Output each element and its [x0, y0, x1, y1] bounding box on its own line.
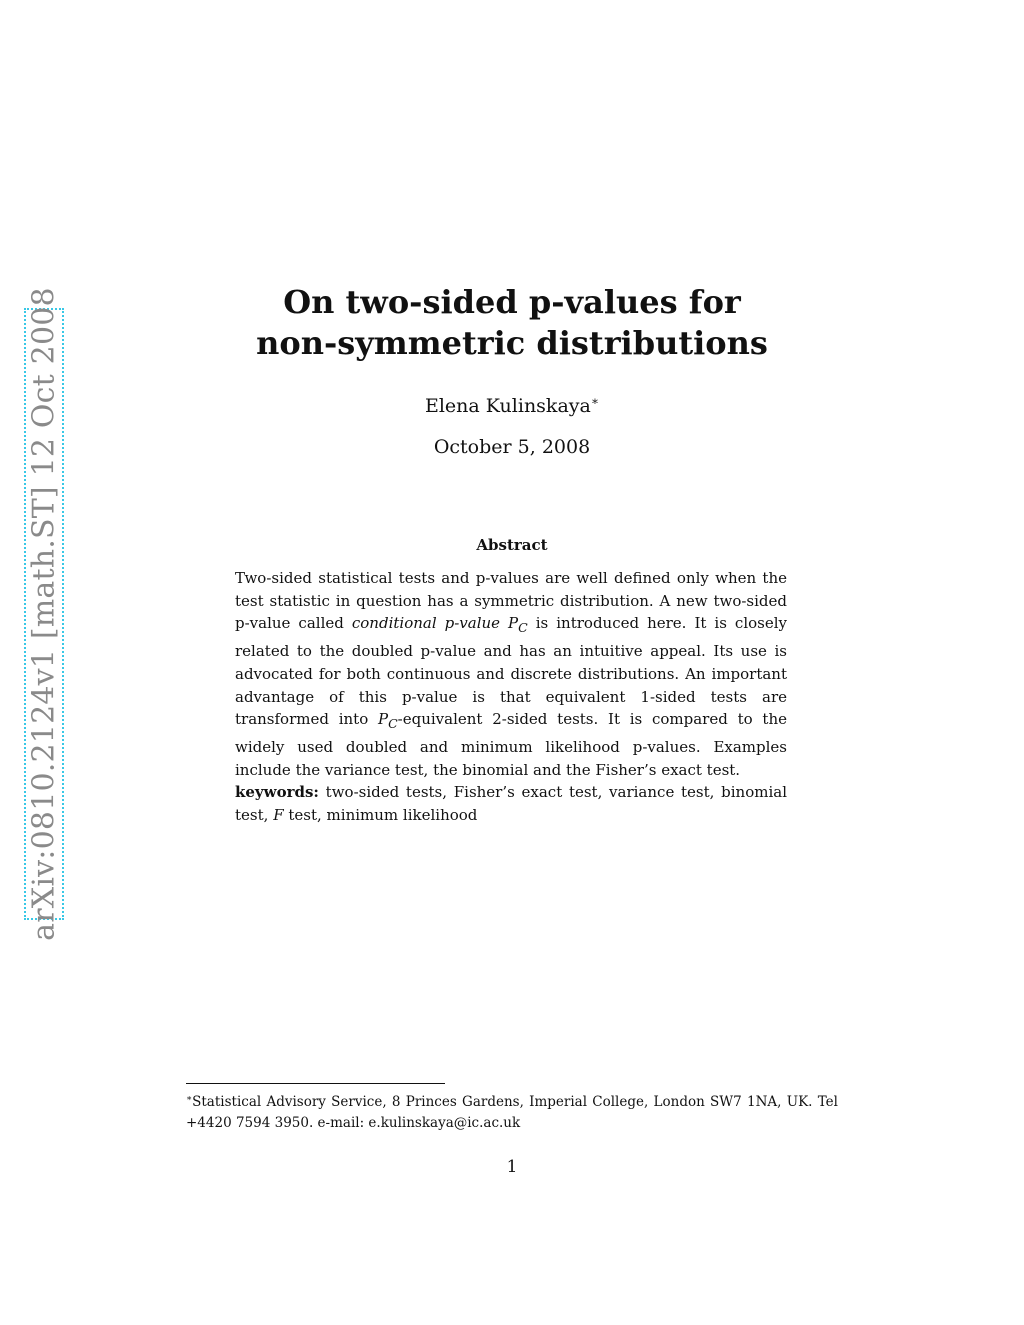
keywords-label: keywords:	[235, 783, 319, 802]
keywords-text-2: test, minimum likelihood	[288, 806, 478, 825]
author	[0, 394, 1024, 417]
abstract-text-2: is introduced here. It is closely related to the doubled p-value and has an intuitive appeal. Its use is advocated for both continuous and discrete distributions. An important advantage of this p-value is that equivalent 1-sided tests are transformed into	[235, 614, 787, 729]
abstract-term-pc-2: $P_C$	[378, 710, 398, 732]
author-footnote-mark: ∗	[590, 394, 599, 408]
abstract-text-1: Two-sided statistical tests and p-values are well defined only when the test statistic in question has a symmetric distribution. A new two-sided p-value called	[235, 569, 787, 633]
abstract-term-pc: conditional p-value $P_C$	[351, 614, 528, 636]
date: October 5, 2008	[433, 436, 591, 458]
page-number: 1	[506, 1157, 518, 1177]
abstract-body	[235, 567, 787, 827]
footnote	[186, 1089, 838, 1134]
abstract-heading: Abstract	[476, 536, 548, 554]
keywords-text-1: two-sided tests, Fisher’s exact test, variance test, binomial test,	[235, 783, 787, 825]
footnote-mark: ∗	[186, 1094, 193, 1104]
footnote-rule	[186, 1083, 445, 1084]
title-line-1: On two-sided p-values for	[283, 283, 741, 321]
keywords-f: F	[273, 806, 284, 825]
paper-title	[0, 282, 1024, 364]
author-name: Elena Kulinskaya	[424, 395, 591, 417]
arxiv-stamp: arXiv:0810.2124v1 [math.ST] 12 Oct 2008	[26, 287, 62, 941]
abstract-text-3: -equivalent 2-sided tests. It is compared to the widely used doubled and minimum likelihood p-values. Examples include the variance test, the binomial and the Fisher’s exact test.	[235, 710, 787, 779]
footnote-text: Statistical Advisory Service, 8 Princes Gardens, Imperial College, London SW7 1NA, UK. Tel +4420 7594 3950. e-mail: e.kulinskaya@ic.ac.uk	[186, 1094, 838, 1131]
title-line-2: non-symmetric distributions	[256, 324, 768, 362]
